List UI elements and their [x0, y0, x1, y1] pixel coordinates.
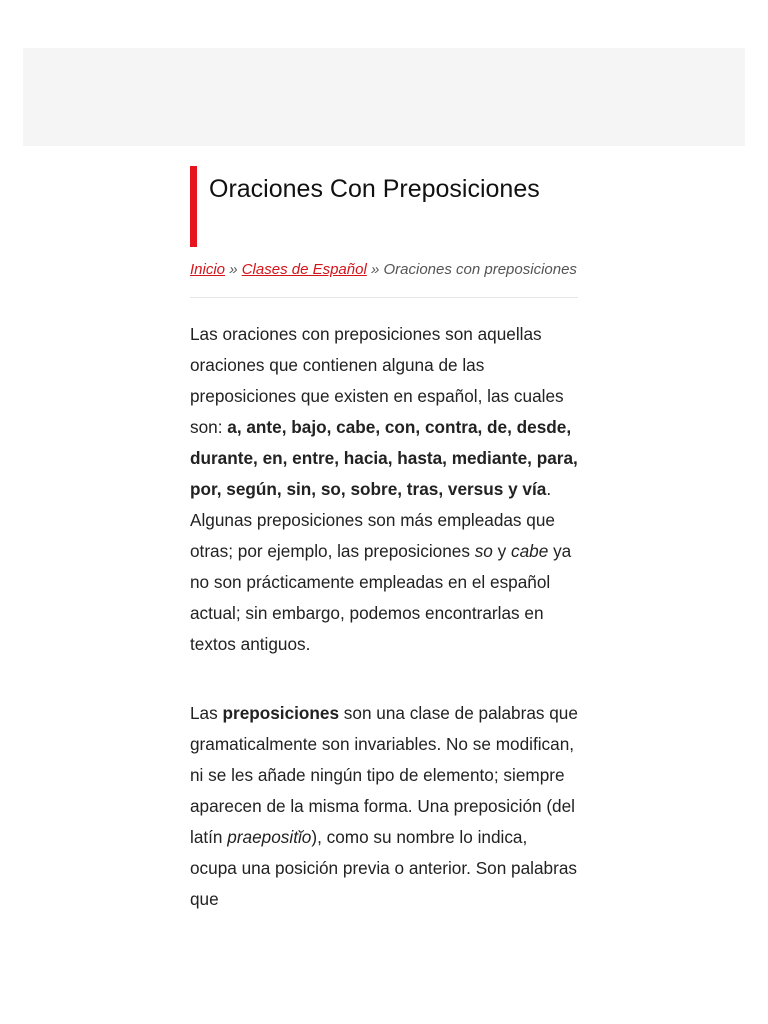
breadcrumb-home-link[interactable]: Inicio: [190, 261, 226, 278]
title-accent-bar: [190, 166, 197, 247]
example-so: so: [474, 541, 493, 561]
paragraph-2: Las preposiciones son una clase de palabras que gramaticalmente son invariables. No se modifican, ni se les añade ningún tipo de elemento; siempre aparecen de la misma forma. Una preposición (del latín praepositĭo), como su nombre lo indica, ocupa una posición previa o anterior. Son palabras que: [190, 703, 578, 909]
article: [190, 166, 578, 953]
title-block: [190, 166, 578, 247]
breadcrumb-category-link[interactable]: Clases de Español: [241, 261, 367, 278]
breadcrumb-separator: »: [229, 261, 238, 278]
page-title: Oraciones Con Preposiciones: [209, 175, 540, 203]
example-cabe: cabe: [511, 541, 549, 561]
paragraph-1: Las oraciones con preposiciones son aquellas oraciones que contienen alguna de las preposiciones que existen en español, las cuales son: a, ante, bajo, cabe, con, contra, de, desde, durante, en, entre, hacia, hasta, mediante, para, por, según, sin, so, sobre, tras, versus y vía. Algunas preposiciones son más empleadas que otras; por ejemplo, las preposiciones so y cabe ya no son prácticamente empleadas en el español actual; sin embargo, podemos encontrarlas en textos antiguos.: [190, 324, 578, 654]
prepositions-list: a, ante, bajo, cabe, con, contra, de, desde, durante, en, entre, hacia, hasta, mediante, para, por, según, sin, so, sobre, tras, versus y vía: [190, 417, 578, 499]
breadcrumb-current: Oraciones con preposiciones: [383, 261, 577, 278]
latin-term: praepositĭo: [227, 827, 312, 847]
breadcrumb: [190, 256, 578, 298]
term-preposiciones: preposiciones: [222, 703, 340, 723]
article-body: [190, 319, 578, 915]
breadcrumb-separator: »: [370, 261, 380, 278]
ad-banner: [23, 48, 745, 146]
